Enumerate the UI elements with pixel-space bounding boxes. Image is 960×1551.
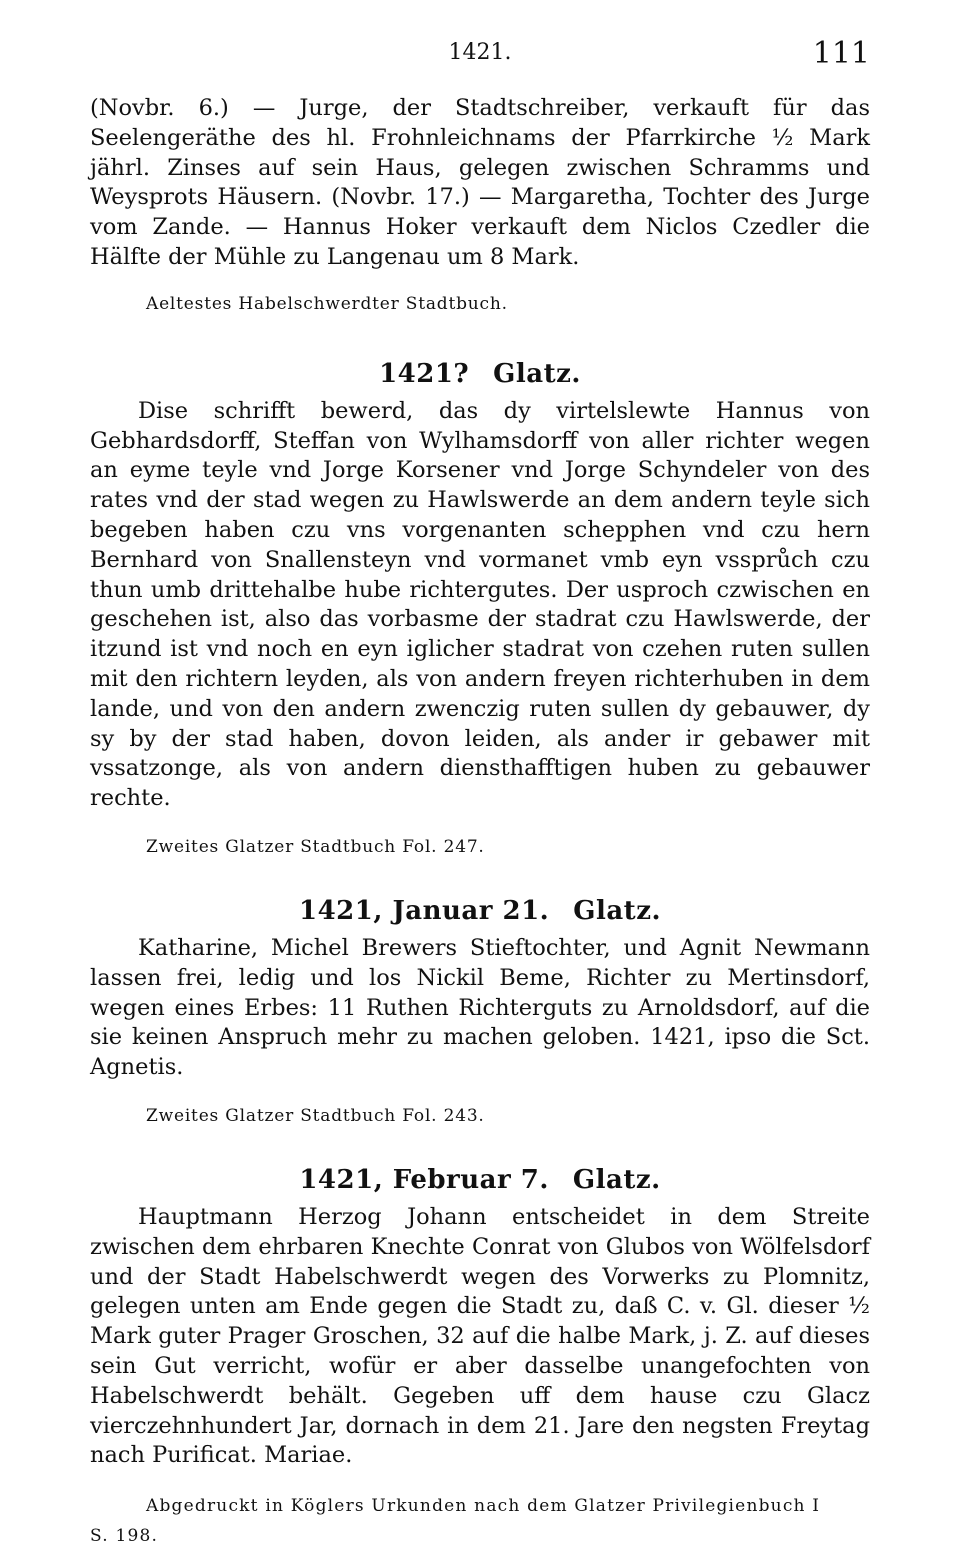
entry-1421-januar-21	[90, 896, 870, 1131]
entry-heading	[90, 896, 870, 926]
entry-heading-place: Glatz.	[493, 358, 581, 389]
entry-heading-place: Glatz.	[572, 1164, 661, 1195]
entry-text: Katharine, Michel Brewers Stieftochter, und Agnit Newmann lassen frei, ledig und los Nickil Beme, Richter zu Mertinsdorf, wegen eines Erbes: 11 Ruthen Richterguts zu Arnoldsdorf, auf die sie keinen Anspruch mehr zu machen geloben. 1421, ipso die Sct. Agnetis.	[90, 934, 870, 1081]
entry-source: Aeltestes Habelschwerdter Stadtbuch.	[146, 293, 508, 314]
entry-heading-date: 1421, Januar 21.	[298, 895, 550, 926]
entry-source-line-1: Abgedruckt in Köglers Urkunden nach dem Glatzer Privilegienbuch I	[146, 1496, 821, 1517]
entry-heading-date: 1421, Februar 7.	[299, 1164, 549, 1195]
entry-text: Dise schrifft bewerd, das dy virtelslewte Hannus von Gebhardsdorff, Steffan von Wylhamsdorff von aller richter wegen an eyme teyle vnd Jorge Korsener vnd Jorge Schyndeler von des rates vnd der stad wegen zu Hawlswerde an dem andern teyle sich begeben haben czu vns vorgenanten schepphen vnd czu hern Bernhard von Snallensteyn vnd vormanet vmb eyn vssprůch czu thun umb drittehalbe hube richtergutes. Der usproch czwischen en geschehen ist, also das vorbasme der stadrat czu Hawlswerde, der itzund ist vnd noch en eyn iglicher stadrat von czehen ruten sullen mit den richtern leyden, als von andern freyen richterhuben in dem lande, und von den andern zwenczig ruten sullen dy gebauwer, dy sy by der stad haben, dovon leiden, als ander ir gebawer mit vssatzonge, als von andern diensthafftigen huben zu gebauwer rechte.	[90, 397, 870, 812]
entry-text: Hauptmann Herzog Johann entscheidet in dem Streite zwischen dem ehrbaren Knechte Conrat von Glubos von Wölfelsdorf und der Stadt Habelschwerdt wegen des Vorwerks zu Plomnitz, gelegen unten am Ende gegen die Stadt zu, daß C. v. Gl. dieser ½ Mark guter Prager Groschen, 32 auf die halbe Mark, j. Z. auf dieses sein Gut verricht, wofür er aber dasselbe unangefochten von Habelschwerdt behält. Gegeben uff dem hause czu Glacz vierczehnhundert Jar, dornach in dem 21. Jare den negsten Freytag nach Purificat. Mariae.	[90, 1203, 870, 1469]
entry-source: Zweites Glatzer Stadtbuch Fol. 243.	[146, 1105, 485, 1126]
entry-heading	[90, 1165, 870, 1195]
entry-1421-glatz	[90, 359, 870, 862]
entry-source-line-2: S. 198.	[90, 1526, 159, 1547]
header-year: 1421.	[448, 40, 512, 65]
entry-source	[90, 1491, 870, 1551]
entry-source: Zweites Glatzer Stadtbuch Fol. 247.	[146, 836, 485, 857]
entry-heading	[90, 359, 870, 389]
entry-continuation	[90, 94, 870, 319]
entry-1421-februar-7	[90, 1165, 870, 1551]
page-number: 111	[812, 36, 870, 71]
entry-text: (Novbr. 6.) — Jurge, der Stadtschreiber, verkauft für das Seelengeräthe des hl. Frohnleichnams der Pfarrkirche ½ Mark jährl. Zinses auf sein Haus, gelegen zwischen Schramms und Weysprots Häusern. (Novbr. 17.) — Margaretha, Tochter des Jurge vom Zande. — Hannus Hoker verkauft dem Niclos Czedler die Hälfte der Mühle zu Langenau um 8 Mark.	[90, 95, 870, 270]
entry-heading-date: 1421?	[379, 358, 470, 389]
page-content	[90, 94, 870, 1551]
running-head	[90, 36, 870, 76]
entry-heading-place: Glatz.	[573, 895, 662, 926]
